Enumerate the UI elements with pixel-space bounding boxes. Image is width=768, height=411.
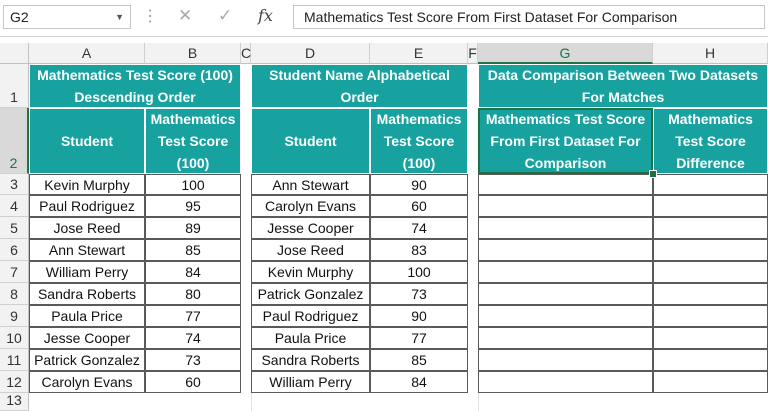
table1-cell[interactable]: 80 — [145, 283, 241, 305]
table1-header-student: Student — [29, 108, 145, 174]
table3-title: Data Comparison Between Two Datasets For Matches — [478, 64, 768, 108]
table2-cell[interactable]: Patrick Gonzalez — [251, 283, 370, 305]
table1-cell[interactable]: 100 — [145, 174, 241, 195]
table3-cell[interactable] — [478, 217, 653, 239]
table3-cell[interactable] — [653, 239, 768, 261]
table1-cell[interactable]: 77 — [145, 305, 241, 327]
name-box[interactable] — [3, 5, 131, 29]
table3-cell[interactable] — [478, 239, 653, 261]
table1-cell[interactable]: 60 — [145, 371, 241, 393]
row-header-6[interactable]: 6 — [0, 239, 29, 261]
column-header-h[interactable]: H — [653, 43, 768, 64]
table1-cell[interactable]: Sandra Roberts — [29, 283, 145, 305]
row-header-7[interactable]: 7 — [0, 261, 29, 283]
table3-cell[interactable] — [478, 327, 653, 349]
select-all-corner[interactable] — [0, 43, 29, 64]
column-header-f[interactable]: F — [468, 43, 478, 64]
table2-cell[interactable]: William Perry — [251, 371, 370, 393]
table2-cell[interactable]: 77 — [370, 327, 468, 349]
column-header-e[interactable]: E — [370, 43, 468, 64]
table1-cell[interactable]: 95 — [145, 195, 241, 217]
table3-cell[interactable] — [478, 305, 653, 327]
table3-cell[interactable] — [478, 195, 653, 217]
table3-header-score: Mathematics Test Score Difference — [653, 108, 768, 174]
table1-header-score: Mathematics Test Score (100) — [145, 108, 241, 174]
row-header-11[interactable]: 11 — [0, 349, 29, 371]
formula-input[interactable]: Mathematics Test Score From First Dataset For Comparison — [293, 5, 765, 29]
table1-cell[interactable]: 85 — [145, 239, 241, 261]
row-header-12[interactable]: 12 — [0, 371, 29, 393]
table2-cell[interactable]: Paul Rodriguez — [251, 305, 370, 327]
column-header-c[interactable]: C — [241, 43, 251, 64]
row-header-13[interactable]: 13 — [0, 393, 29, 411]
row-header-4[interactable]: 4 — [0, 195, 29, 217]
table3-cell[interactable] — [653, 261, 768, 283]
table3-cell[interactable] — [478, 371, 653, 393]
table2-cell[interactable]: 85 — [370, 349, 468, 371]
table3-cell[interactable] — [478, 349, 653, 371]
table2-cell[interactable]: Jesse Cooper — [251, 217, 370, 239]
table3-cell[interactable] — [653, 217, 768, 239]
table2-title: Student Name Alphabetical Order — [251, 64, 468, 108]
table3-cell[interactable] — [653, 283, 768, 305]
table1-cell[interactable]: 74 — [145, 327, 241, 349]
insert-function-icon[interactable]: fx — [258, 6, 273, 25]
row-header-10[interactable]: 10 — [0, 327, 29, 349]
table3-cell[interactable] — [653, 371, 768, 393]
table1-cell[interactable]: William Perry — [29, 261, 145, 283]
table2-cell[interactable]: Carolyn Evans — [251, 195, 370, 217]
table3-cell[interactable] — [478, 174, 653, 195]
table2-header-student: Student — [251, 108, 370, 174]
table3-cell[interactable] — [653, 174, 768, 195]
table3-cell[interactable] — [653, 349, 768, 371]
table2-header-score: Mathematics Test Score (100) — [370, 108, 468, 174]
more-vertical-icon: ⋮ — [142, 8, 158, 25]
table1-cell[interactable]: Jose Reed — [29, 217, 145, 239]
table3-cell[interactable] — [478, 283, 653, 305]
table3-cell[interactable] — [653, 195, 768, 217]
row-header-3[interactable]: 3 — [0, 174, 29, 195]
table1-cell[interactable]: Paul Rodriguez — [29, 195, 145, 217]
table3-cell[interactable] — [653, 305, 768, 327]
cancel-icon[interactable]: ✕ — [178, 6, 193, 25]
row-header-1[interactable]: 1 — [0, 64, 29, 108]
table2-cell[interactable]: Sandra Roberts — [251, 349, 370, 371]
table1-title: Mathematics Test Score (100) Descending Order — [29, 64, 241, 108]
table2-cell[interactable]: 60 — [370, 195, 468, 217]
table1-cell[interactable]: Paula Price — [29, 305, 145, 327]
table2-cell[interactable]: 74 — [370, 217, 468, 239]
row-header-5[interactable]: 5 — [0, 217, 29, 239]
table1-cell[interactable]: 84 — [145, 261, 241, 283]
column-header-b[interactable]: B — [145, 43, 241, 64]
formula-bar — [0, 0, 768, 37]
table2-cell[interactable]: Kevin Murphy — [251, 261, 370, 283]
table1-cell[interactable]: Carolyn Evans — [29, 371, 145, 393]
table1-cell[interactable]: Jesse Cooper — [29, 327, 145, 349]
table3-cell[interactable] — [653, 327, 768, 349]
table1-cell[interactable]: 89 — [145, 217, 241, 239]
table2-cell[interactable]: 84 — [370, 371, 468, 393]
table2-cell[interactable]: 90 — [370, 174, 468, 195]
enter-check-icon[interactable]: ✓ — [218, 6, 233, 25]
row-header-2[interactable]: 2 — [0, 108, 29, 174]
table2-cell[interactable]: Paula Price — [251, 327, 370, 349]
table1-cell[interactable]: Kevin Murphy — [29, 174, 145, 195]
column-header-d[interactable]: D — [251, 43, 370, 64]
table2-cell[interactable]: 83 — [370, 239, 468, 261]
table2-cell[interactable]: Jose Reed — [251, 239, 370, 261]
chevron-down-icon[interactable]: ▼ — [115, 12, 124, 22]
column-header-g[interactable]: G — [478, 43, 653, 64]
table2-cell[interactable]: 100 — [370, 261, 468, 283]
fill-handle[interactable] — [649, 170, 657, 178]
table1-cell[interactable]: 73 — [145, 349, 241, 371]
table2-cell[interactable]: 90 — [370, 305, 468, 327]
table1-cell[interactable]: Patrick Gonzalez — [29, 349, 145, 371]
row-header-8[interactable]: 8 — [0, 283, 29, 305]
table2-cell[interactable]: Ann Stewart — [251, 174, 370, 195]
table2-cell[interactable]: 73 — [370, 283, 468, 305]
table3-header-student: Mathematics Test Score From First Dataset For Comparison — [478, 108, 653, 174]
table1-cell[interactable]: Ann Stewart — [29, 239, 145, 261]
table3-cell[interactable] — [478, 261, 653, 283]
name-box-value: G2 — [10, 9, 29, 25]
column-header-a[interactable]: A — [29, 43, 145, 64]
row-header-9[interactable]: 9 — [0, 305, 29, 327]
